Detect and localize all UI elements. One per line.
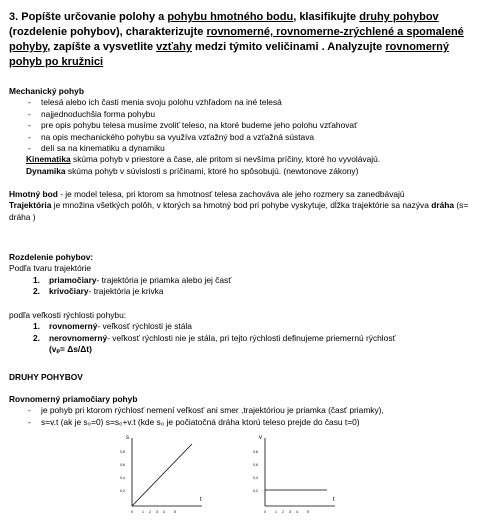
x-tick: 3 (156, 510, 158, 514)
list-number: 1. (33, 321, 40, 332)
y-tick: 0,4 (120, 476, 125, 480)
list-item: - delí sa na kinematiku a dynamiku (28, 143, 165, 154)
q-keyword-vztahy: vzťahy (156, 41, 192, 53)
x-axis-label: t (200, 497, 202, 503)
y-tick: 0,2 (120, 489, 125, 493)
list-item: - pre opis pohybu telesa musíme zvoliť teleso, na ktoré budeme jeho polohu vzťahovať (28, 120, 358, 131)
section-rychlost (9, 310, 483, 356)
hmotny-bod-text: - je model telesa, pri ktorom sa hmotnosť telesa zachováva ale jeho rozmery sa zanedbávajú (60, 189, 405, 199)
section-heading: Rovnomerný priamočiary pohyb (9, 394, 138, 404)
section-hmotny-bod (9, 189, 483, 223)
list-item (9, 333, 483, 344)
list-item: - najjednoduchšia forma pohybu (28, 108, 156, 119)
term-rovnomerny: rovnomerný (49, 321, 98, 332)
q-text-5: medzi týmito veličinami . Analyzujte (191, 41, 386, 53)
hmotny-bod-paragraph (9, 189, 483, 200)
graph-s-t (112, 430, 207, 516)
list-item-text: delí sa na kinematiku a dynamiku (41, 143, 165, 154)
y-tick: 0,8 (120, 450, 125, 454)
section-heading: Mechanický pohyb (9, 86, 84, 96)
graph-v-t (245, 430, 340, 516)
term-dynamika: Dynamika (26, 165, 66, 176)
section-rozdelenie (9, 252, 483, 298)
list-item: - s=v.t (ak je s₀=0) s=s₀+v.t (kde s₀ je počiatočná dráha ktorú teleso prejde do času t=0) (28, 416, 360, 427)
list-item-text: s=v.t (ak je s₀=0) s=s₀+v.t (kde s₀ je počiatočná dráha ktorú teleso prejde do času t=0) (41, 416, 360, 427)
q-keyword-kruznica: rovnomerný pohyb po kružnici (9, 41, 449, 68)
list-item (9, 286, 483, 297)
kinematika-line (9, 154, 483, 165)
x-tick: 3 (289, 510, 291, 514)
list-item: - telesá alebo ich časti menia svoju polohu vzhľadom na iné telesá (28, 97, 282, 108)
list-item-text: telesá alebo ich časti menia svoju polohu vzhľadom na iné telesá (41, 97, 282, 108)
q-keyword-druhy: druhy pohybov (359, 11, 439, 23)
list-item-text: - trajektória je krivka (88, 286, 164, 297)
term-nerovnomerny: nerovnomerný (49, 332, 108, 343)
x-tick: 5 (307, 510, 309, 514)
list-item: - je pohyb pri ktorom rýchlosť nemení veľkosť ani smer ,trajektóriou je priamka (časť priamky), (28, 405, 384, 416)
x-tick: 0 (131, 510, 133, 514)
list-item: - na opis mechanického pohybu sa využíva vzťažný bod a vzťažná sústava (28, 131, 315, 142)
subheading: Podľa tvaru trajektórie (9, 263, 92, 274)
y-axis-label: s (126, 435, 129, 441)
trajektoria-text: je množina všetkých polôh, v ktorých sa hmotný bod pri pohybe vyskytuje, dĺžka trajektórie sa nazýva (51, 200, 432, 211)
x-axis-label: t (333, 497, 335, 503)
formula-priemerna-rychlost: (vₚ= Δs/Δt) (49, 344, 92, 355)
term-priamociary: priamočiary (49, 274, 97, 285)
list-item-text: - veľkosť rýchlosti je stála (97, 321, 192, 332)
q-text-1: 3. Popíšte určovanie polohy a (9, 11, 168, 23)
y-axis-label: v (259, 435, 262, 441)
term-trajektoria: Trajektória (9, 200, 52, 211)
q-keyword-hmotny-bod: pohybu hmotného bodu (167, 11, 294, 23)
term-kinematika: Kinematika (26, 154, 71, 165)
dynamika-text: skúma pohyb v súvislosti s príčinami, ktoré ho spôsobujú. (newtonove zákony) (65, 165, 359, 176)
list-item (9, 275, 483, 286)
druhy-pohybov-heading: DRUHY POHYBOV (9, 372, 83, 382)
list-item-text: - trajektória je priamka alebo jej časť (96, 274, 232, 285)
subheading: podľa veľkosti rýchlosti pohybu: (9, 310, 127, 320)
trajektoria-paragraph (9, 200, 483, 223)
draha-text: (s= dráha ) (9, 200, 469, 222)
y-tick: 0,4 (253, 476, 258, 480)
question-heading (9, 10, 483, 70)
list-number: 2. (33, 332, 40, 343)
q-keyword-rovnomerne: rovnomerné, rovnomerne-zrýchlené a spomalené pohyby (9, 26, 464, 53)
term-draha: dráha (431, 200, 455, 211)
section-mechanicky-pohyb (9, 86, 483, 177)
term-krivociary: krivočiary (49, 286, 89, 297)
x-tick: 1 (142, 510, 144, 514)
q-text-3: (rozdelenie pohybov), charakterizujte (9, 26, 207, 38)
x-tick: 4 (163, 510, 165, 514)
x-tick: 2 (282, 510, 284, 514)
x-tick: 1 (275, 510, 277, 514)
list-item-text: na opis mechanického pohybu sa využíva vzťažný bod a vzťažná sústava (41, 131, 315, 142)
list-item-text: najjednoduchšia forma pohybu (41, 108, 156, 119)
q-text-2: , klasifikujte (293, 11, 360, 23)
x-tick: 2 (149, 510, 151, 514)
list-item-text: je pohyb pri ktorom rýchlosť nemení veľkosť ani smer ,trajektóriou je priamka (časť priamky), (41, 405, 384, 416)
kinematika-text: skúma pohyb v priestore a čase, ale pritom si nevšíma príčiny, ktoré ho vyvolávajú. (70, 154, 381, 165)
list-item (9, 321, 483, 332)
section-rpp (9, 394, 483, 428)
graph-line-linear (132, 444, 192, 506)
list-number: 2. (33, 286, 40, 297)
x-tick: 4 (296, 510, 298, 514)
y-tick: 0,6 (253, 463, 258, 467)
section-heading: Rozdelenie pohybov: (9, 252, 94, 262)
list-item-text: - veľkosť rýchlosti nie je stála, pri tejto rýchlosti definujeme priemernú rýchlosť (107, 332, 396, 343)
q-text-4: , zapíšte a vysvetlite (47, 41, 157, 53)
term-hmotny-bod: Hmotný bod (9, 189, 58, 199)
x-tick: 0 (264, 510, 266, 514)
dynamika-line (9, 166, 483, 177)
list-number: 1. (33, 274, 40, 285)
x-tick: 5 (174, 510, 176, 514)
list-item-text: pre opis pohybu telesa musíme zvoliť teleso, na ktoré budeme jeho polohu vzťahovať (41, 120, 358, 131)
y-tick: 0,8 (253, 450, 258, 454)
y-tick: 0,2 (253, 489, 258, 493)
y-tick: 0,6 (120, 463, 125, 467)
